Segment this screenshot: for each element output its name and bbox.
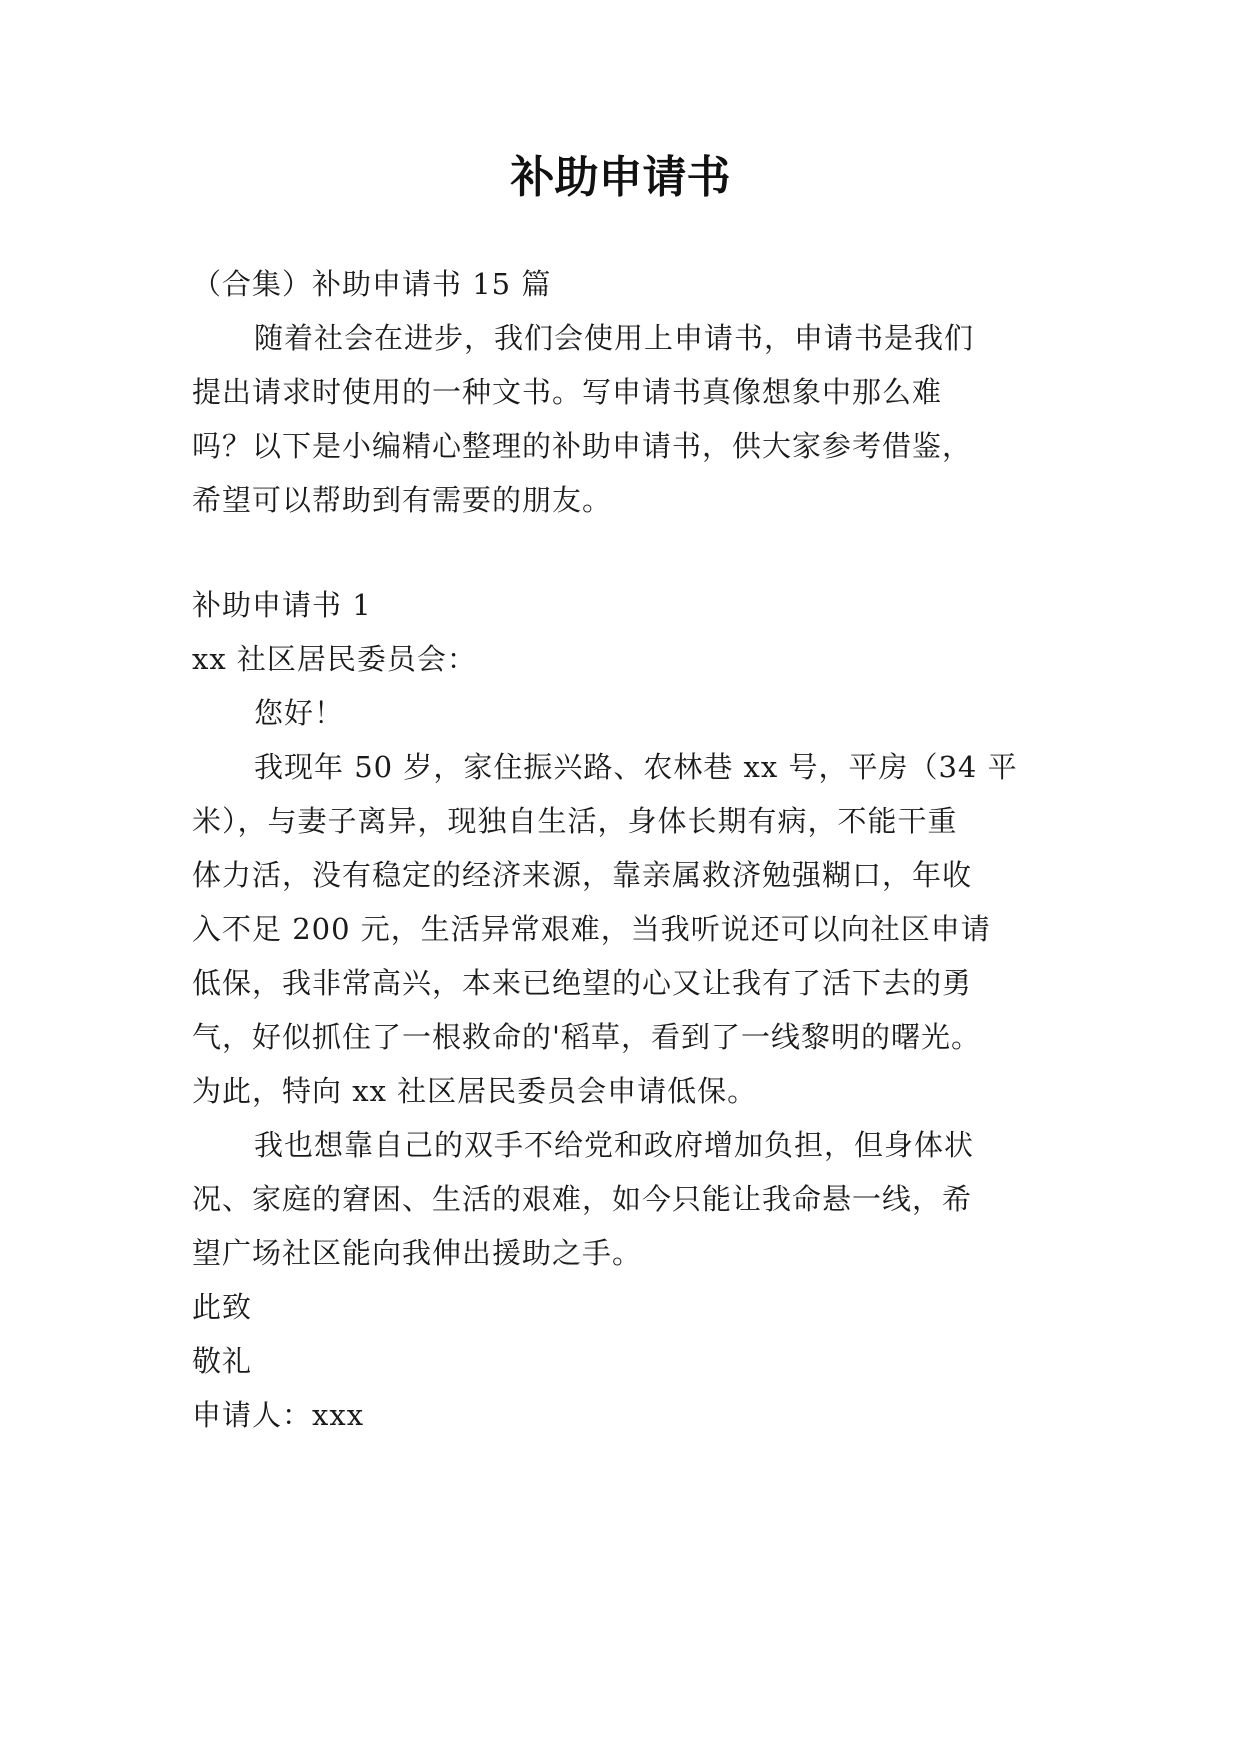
paragraph-line: 气，好似抓住了一根救命的'稻草，看到了一线黎明的曙光。 xyxy=(192,1020,981,1054)
document-title: 补助申请书 xyxy=(510,152,731,203)
paragraph-line: 望广场社区能向我伸出援助之手。 xyxy=(192,1236,643,1270)
intro-line: 希望可以帮助到有需要的朋友。 xyxy=(192,483,613,517)
intro-line: 随着社会在进步，我们会使用上申请书，申请书是我们 xyxy=(254,321,975,355)
paragraph-line: 入不足 200 元，生活异常艰难，当我听说还可以向社区申请 xyxy=(192,912,991,946)
collection-line: （合集）补助申请书 15 篇 xyxy=(192,267,552,301)
paragraph-line: 为此，特向 xx 社区居民委员会申请低保。 xyxy=(192,1074,758,1108)
paragraph-line: 米），与妻子离异，现独自生活，身体长期有病，不能干重 xyxy=(192,804,958,838)
closing-line: 敬礼 xyxy=(192,1344,253,1378)
closing-line: 此致 xyxy=(192,1290,253,1324)
paragraph-line: 况、家庭的窘困、生活的艰难，如今只能让我命悬一线，希 xyxy=(192,1182,973,1216)
signature-line: 申请人：xxx xyxy=(192,1398,365,1432)
intro-line: 提出请求时使用的一种文书。写申请书真像想象中那么难 xyxy=(192,375,943,409)
section-title: 补助申请书 1 xyxy=(192,588,372,622)
intro-line: 吗？以下是小编精心整理的补助申请书，供大家参考借鉴， xyxy=(192,429,973,463)
greeting: 您好！ xyxy=(254,696,345,730)
paragraph-line: 体力活，没有稳定的经济来源，靠亲属救济勉强糊口，年收 xyxy=(192,858,973,892)
paragraph-line: 我现年 50 岁，家住振兴路、农林巷 xx 号，平房（34 平 xyxy=(254,750,1018,784)
paragraph-line: 我也想靠自己的双手不给党和政府增加负担，但身体状 xyxy=(254,1128,975,1162)
paragraph-line: 低保，我非常高兴，本来已绝望的心又让我有了活下去的勇 xyxy=(192,966,973,1000)
addressee: xx 社区居民委员会： xyxy=(192,642,477,676)
